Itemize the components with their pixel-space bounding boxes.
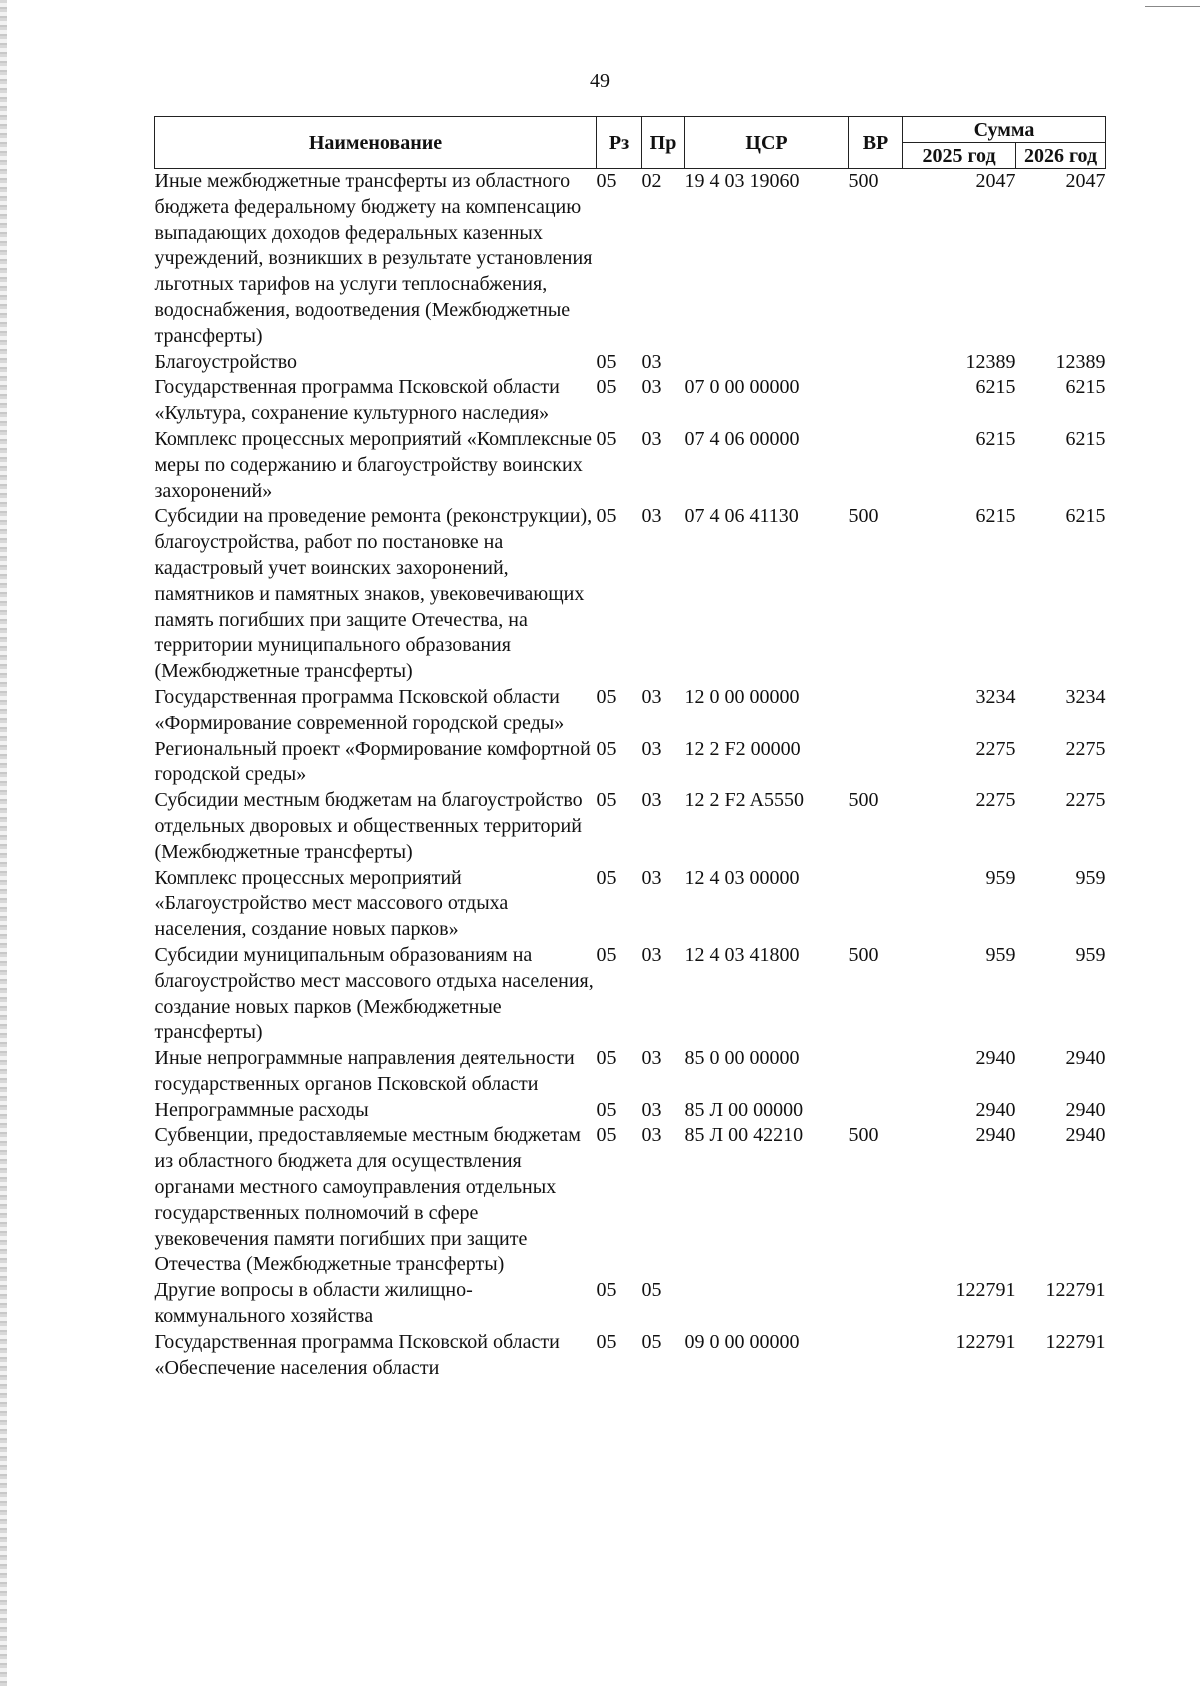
row-rz: 05 [596,737,617,760]
row-pr: 03 [641,685,662,708]
header-sum: Сумма [903,117,1106,143]
row-name: Субсидии муниципальным образованиям на благоустройство мест массового отдыха населения, создание новых парков (Межбюджетные трансферты) [154,943,594,1044]
row-sum-2026: 3234 [1065,685,1106,708]
row-pr: 05 [641,1330,662,1353]
row-sum-2025: 2275 [975,789,1016,812]
header-csr: ЦСР [685,117,849,169]
row-sum-2026: 122791 [1045,1330,1106,1353]
row-pr: 03 [641,350,662,373]
row-sum-2026: 2275 [1065,737,1106,760]
row-sum-2026: 12389 [1055,350,1106,373]
row-sum-2025: 6215 [975,427,1016,450]
row-sum-2026: 959 [1075,943,1106,966]
row-pr: 03 [641,376,662,399]
row-vr [849,866,903,943]
row-vr [849,1046,903,1098]
row-pr: 05 [641,1279,662,1302]
row-sum-2026: 6215 [1065,427,1106,450]
row-name: Иные непрограммные направления деятельности государственных органов Псковской области [154,1047,575,1095]
table-row [155,1330,1106,1382]
row-name: Благоустройство [154,350,298,373]
row-vr: 500 [848,505,879,528]
header-year-2026: 2026 год [1016,143,1106,169]
header-name: Наименование [155,117,597,169]
row-sum-2025: 2275 [975,737,1016,760]
table-row [155,350,1106,376]
corner-mark [1145,6,1200,7]
row-csr: 07 0 00 00000 [684,376,800,399]
row-sum-2026: 2940 [1065,1098,1106,1121]
scan-edge [0,0,7,1686]
header-year-2025: 2025 год [903,143,1016,169]
table-row [155,685,1106,737]
row-sum-2026: 6215 [1065,505,1106,528]
row-vr [849,1330,903,1382]
row-csr [685,350,849,376]
row-csr: 12 0 00 00000 [684,685,800,708]
row-sum-2025: 959 [985,943,1016,966]
row-pr: 03 [641,789,662,812]
row-sum-2025: 2940 [975,1098,1016,1121]
row-name: Комплекс процессных мероприятий «Благоустройство мест массового отдыха населения, создание новых парков» [154,866,509,941]
row-rz: 05 [596,505,617,528]
row-vr: 500 [848,943,879,966]
row-csr: 07 4 06 41130 [684,505,799,528]
row-sum-2025: 122791 [955,1279,1016,1302]
row-csr: 12 2 F2 00000 [684,737,801,760]
row-vr [849,350,903,376]
row-sum-2025: 2940 [975,1124,1016,1147]
row-rz: 05 [596,1330,617,1353]
row-name: Непрограммные расходы [154,1098,369,1121]
budget-table [154,116,1106,1381]
row-pr: 03 [641,1124,662,1147]
row-vr [849,737,903,789]
row-vr: 500 [848,1124,879,1147]
row-pr: 03 [641,505,662,528]
row-rz: 05 [596,376,617,399]
table-row [155,427,1106,504]
row-sum-2026: 2940 [1065,1047,1106,1070]
row-name: Государственная программа Псковской области «Формирование современной городской среды» [154,685,565,734]
table-row [155,1046,1106,1098]
table-row [155,1098,1106,1124]
table-row [155,788,1106,865]
header-pr: Пр [642,117,685,169]
row-sum-2025: 2047 [975,170,1016,192]
row-rz: 05 [596,943,617,966]
table-row [155,375,1106,427]
row-name: Субсидии на проведение ремонта (реконструкции), благоустройства, работ по постановке на кадастровый учет воинских захоронений, памятников и памятных знаков, увековечивающих память погибших при защите Отечества, на территории муниципального образования (Межбюджетные трансферты) [154,505,593,683]
row-rz: 05 [596,1279,617,1302]
row-vr [849,427,903,504]
row-sum-2026: 2940 [1065,1124,1106,1147]
row-csr: 85 Л 00 42210 [684,1124,804,1147]
page-number: 49 [590,70,610,92]
row-sum-2025: 3234 [975,685,1016,708]
row-csr: 09 0 00 00000 [684,1330,800,1353]
row-csr: 12 4 03 00000 [684,866,800,889]
table-body [155,169,1106,1382]
table-row [155,737,1106,789]
row-csr: 12 4 03 41800 [684,943,800,966]
row-csr [685,1278,849,1330]
row-csr: 85 Л 00 00000 [684,1098,804,1121]
row-sum-2026: 6215 [1065,376,1106,399]
row-pr: 03 [641,1098,662,1121]
row-vr [849,1098,903,1124]
row-rz: 05 [596,1047,617,1070]
row-sum-2025: 6215 [975,505,1016,528]
row-vr [849,1278,903,1330]
row-name: Региональный проект «Формирование комфортной городской среды» [154,737,591,786]
row-name: Субвенции, предоставляемые местным бюджетам из областного бюджета для осуществления органами местного самоуправления отдельных государственных полномочий в сфере увековечения памяти погибших при защите Отечества (Межбюджетные трансферты) [154,1124,581,1276]
row-rz: 05 [596,1098,617,1121]
table-row [155,504,1106,685]
row-sum-2025: 2940 [975,1047,1016,1070]
row-pr: 03 [641,1047,662,1070]
row-rz: 05 [596,789,617,812]
row-rz: 05 [596,1124,617,1147]
row-sum-2025: 6215 [975,376,1016,399]
row-name: Другие вопросы в области жилищно-коммунального хозяйства [154,1279,473,1328]
row-rz: 05 [596,866,617,889]
row-rz: 05 [596,427,617,450]
row-sum-2025: 12389 [965,350,1016,373]
row-sum-2026: 2275 [1065,789,1106,812]
row-pr: 03 [641,866,662,889]
row-pr: 02 [641,170,662,192]
row-name: Государственная программа Псковской области «Культура, сохранение культурного наследия» [154,376,560,425]
row-rz: 05 [596,350,617,373]
header-vr: ВР [849,117,903,169]
row-sum-2026: 2047 [1065,170,1106,192]
row-csr: 19 4 03 19060 [684,170,800,192]
row-pr: 03 [641,737,662,760]
table-row [155,169,1106,350]
row-vr: 500 [848,170,879,192]
table-row [155,943,1106,1046]
row-sum-2026: 122791 [1045,1279,1106,1302]
row-vr [849,685,903,737]
row-name: Государственная программа Псковской области «Обеспечение населения области [154,1330,560,1379]
row-vr: 500 [848,789,879,812]
row-rz: 05 [596,685,617,708]
row-sum-2026: 959 [1075,866,1106,889]
table-row [155,866,1106,943]
row-pr: 03 [641,943,662,966]
row-csr: 85 0 00 00000 [684,1047,800,1070]
row-name: Иные межбюджетные трансферты из областного бюджета федеральному бюджету на компенсацию выпадающих доходов федеральных казенных учреждений, возникших в результате установления льготных тарифов на услуги теплоснабжения, водоснабжения, водоотведения (Межбюджетные трансферты) [154,170,593,347]
table-row [155,1278,1106,1330]
table-row [155,1123,1106,1278]
row-vr [849,375,903,427]
table-header [155,117,1106,169]
row-name: Субсидии местным бюджетам на благоустройство отдельных дворовых и общественных территорий (Межбюджетные трансферты) [154,789,583,863]
row-name: Комплекс процессных мероприятий «Комплексные меры по содержанию и благоустройству воинских захоронений» [154,427,593,502]
row-sum-2025: 122791 [955,1330,1016,1353]
row-csr: 07 4 06 00000 [684,427,800,450]
row-pr: 03 [641,427,662,450]
row-csr: 12 2 F2 A5550 [684,789,804,812]
row-sum-2025: 959 [985,866,1016,889]
header-rz: Рз [597,117,642,169]
row-rz: 05 [596,170,617,192]
